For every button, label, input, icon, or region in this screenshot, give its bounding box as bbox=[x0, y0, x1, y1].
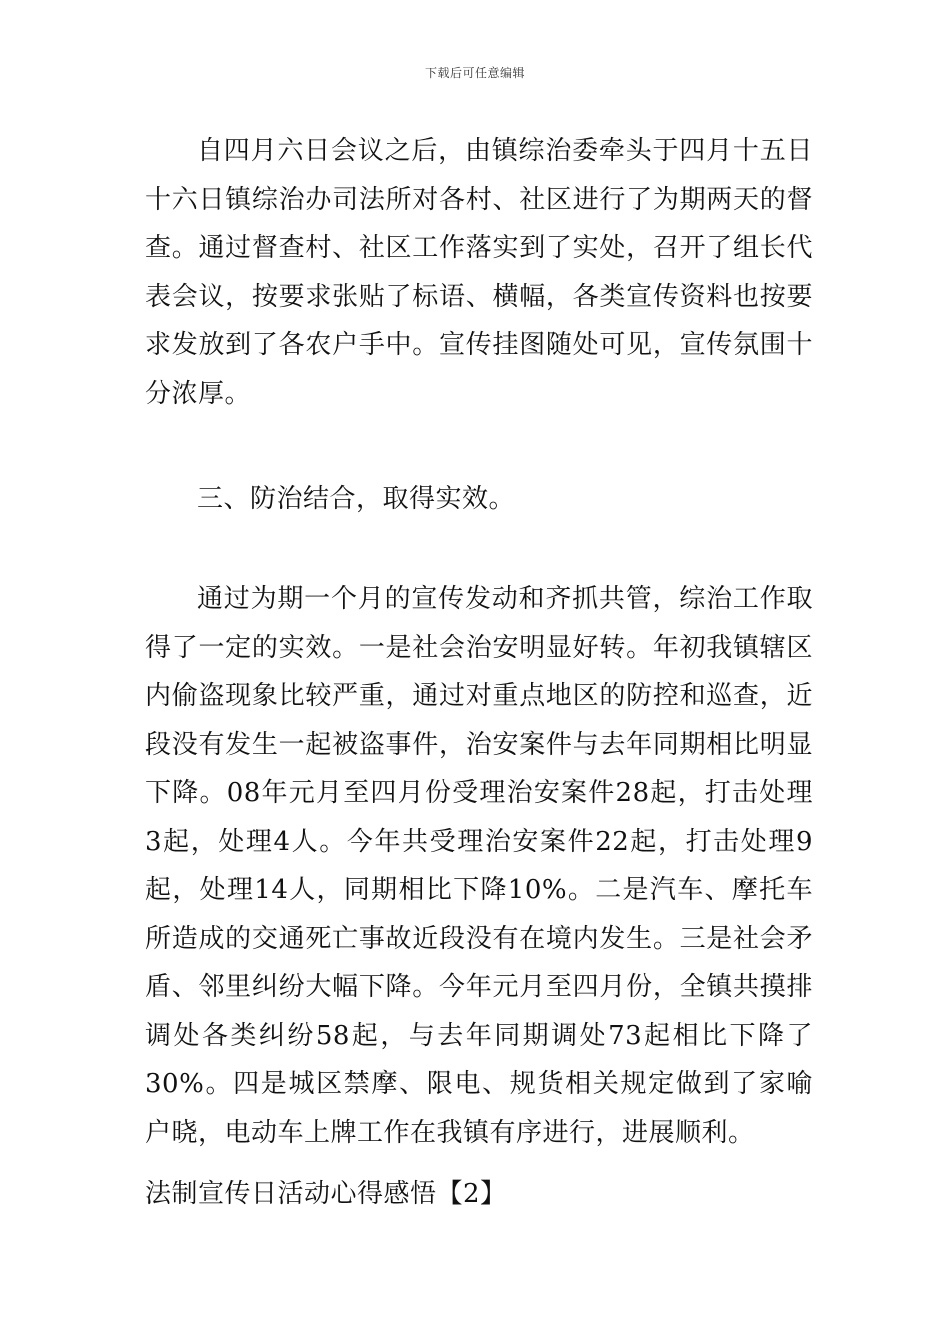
page-header: 下载后可任意编辑 bbox=[424, 66, 525, 80]
section-heading: 三、防治结合，取得实效。 bbox=[197, 484, 516, 514]
paragraph-text: 通过为期一个月的宣传发动和齐抓共管，综治工作取得了一定的实效。一是社会治安明显好转。年初我镇辖区内偷盗现象比较严重，通过对重点地区的防控和巡查，近段没有发生一起被盗事件，治安案件与去年同期相比明显下降。08年元月至四月份受理治安案件28起，打击处理3起，处理4人。今年共受理治安案件22起，打击处理9起，处理14人，同期相比下降10%。二是汽车、摩托车所造成的交通死亡事故近段没有在境内发生。三是社会矛盾、邻里纠纷大幅下降。今年元月至四月份，全镇共摸排调处各类纠纷58起，与去年同期调处73起相比下降了30%。四是城区禁摩、限电、规货相关规定做到了家喻户晓，电动车上牌工作在我镇有序进行，进展顺利。 bbox=[145, 584, 813, 1148]
paragraph-results bbox=[145, 575, 813, 1157]
paragraph-text: 自四月六日会议之后，由镇综治委牵头于四月十五日十六日镇综治办司法所对各村、社区进行了为期两天的督查。通过督查村、社区工作落实到了实处，召开了组长代表会议，按要求张贴了标语、横幅，各类宣传资料也按要求发放到了各农户手中。宣传挂图随处可见，宣传氛围十分浓厚。 bbox=[145, 136, 813, 409]
document-title: 法制宣传日活动心得感悟【2】 bbox=[145, 1179, 507, 1209]
paragraph-supervision bbox=[145, 127, 813, 418]
